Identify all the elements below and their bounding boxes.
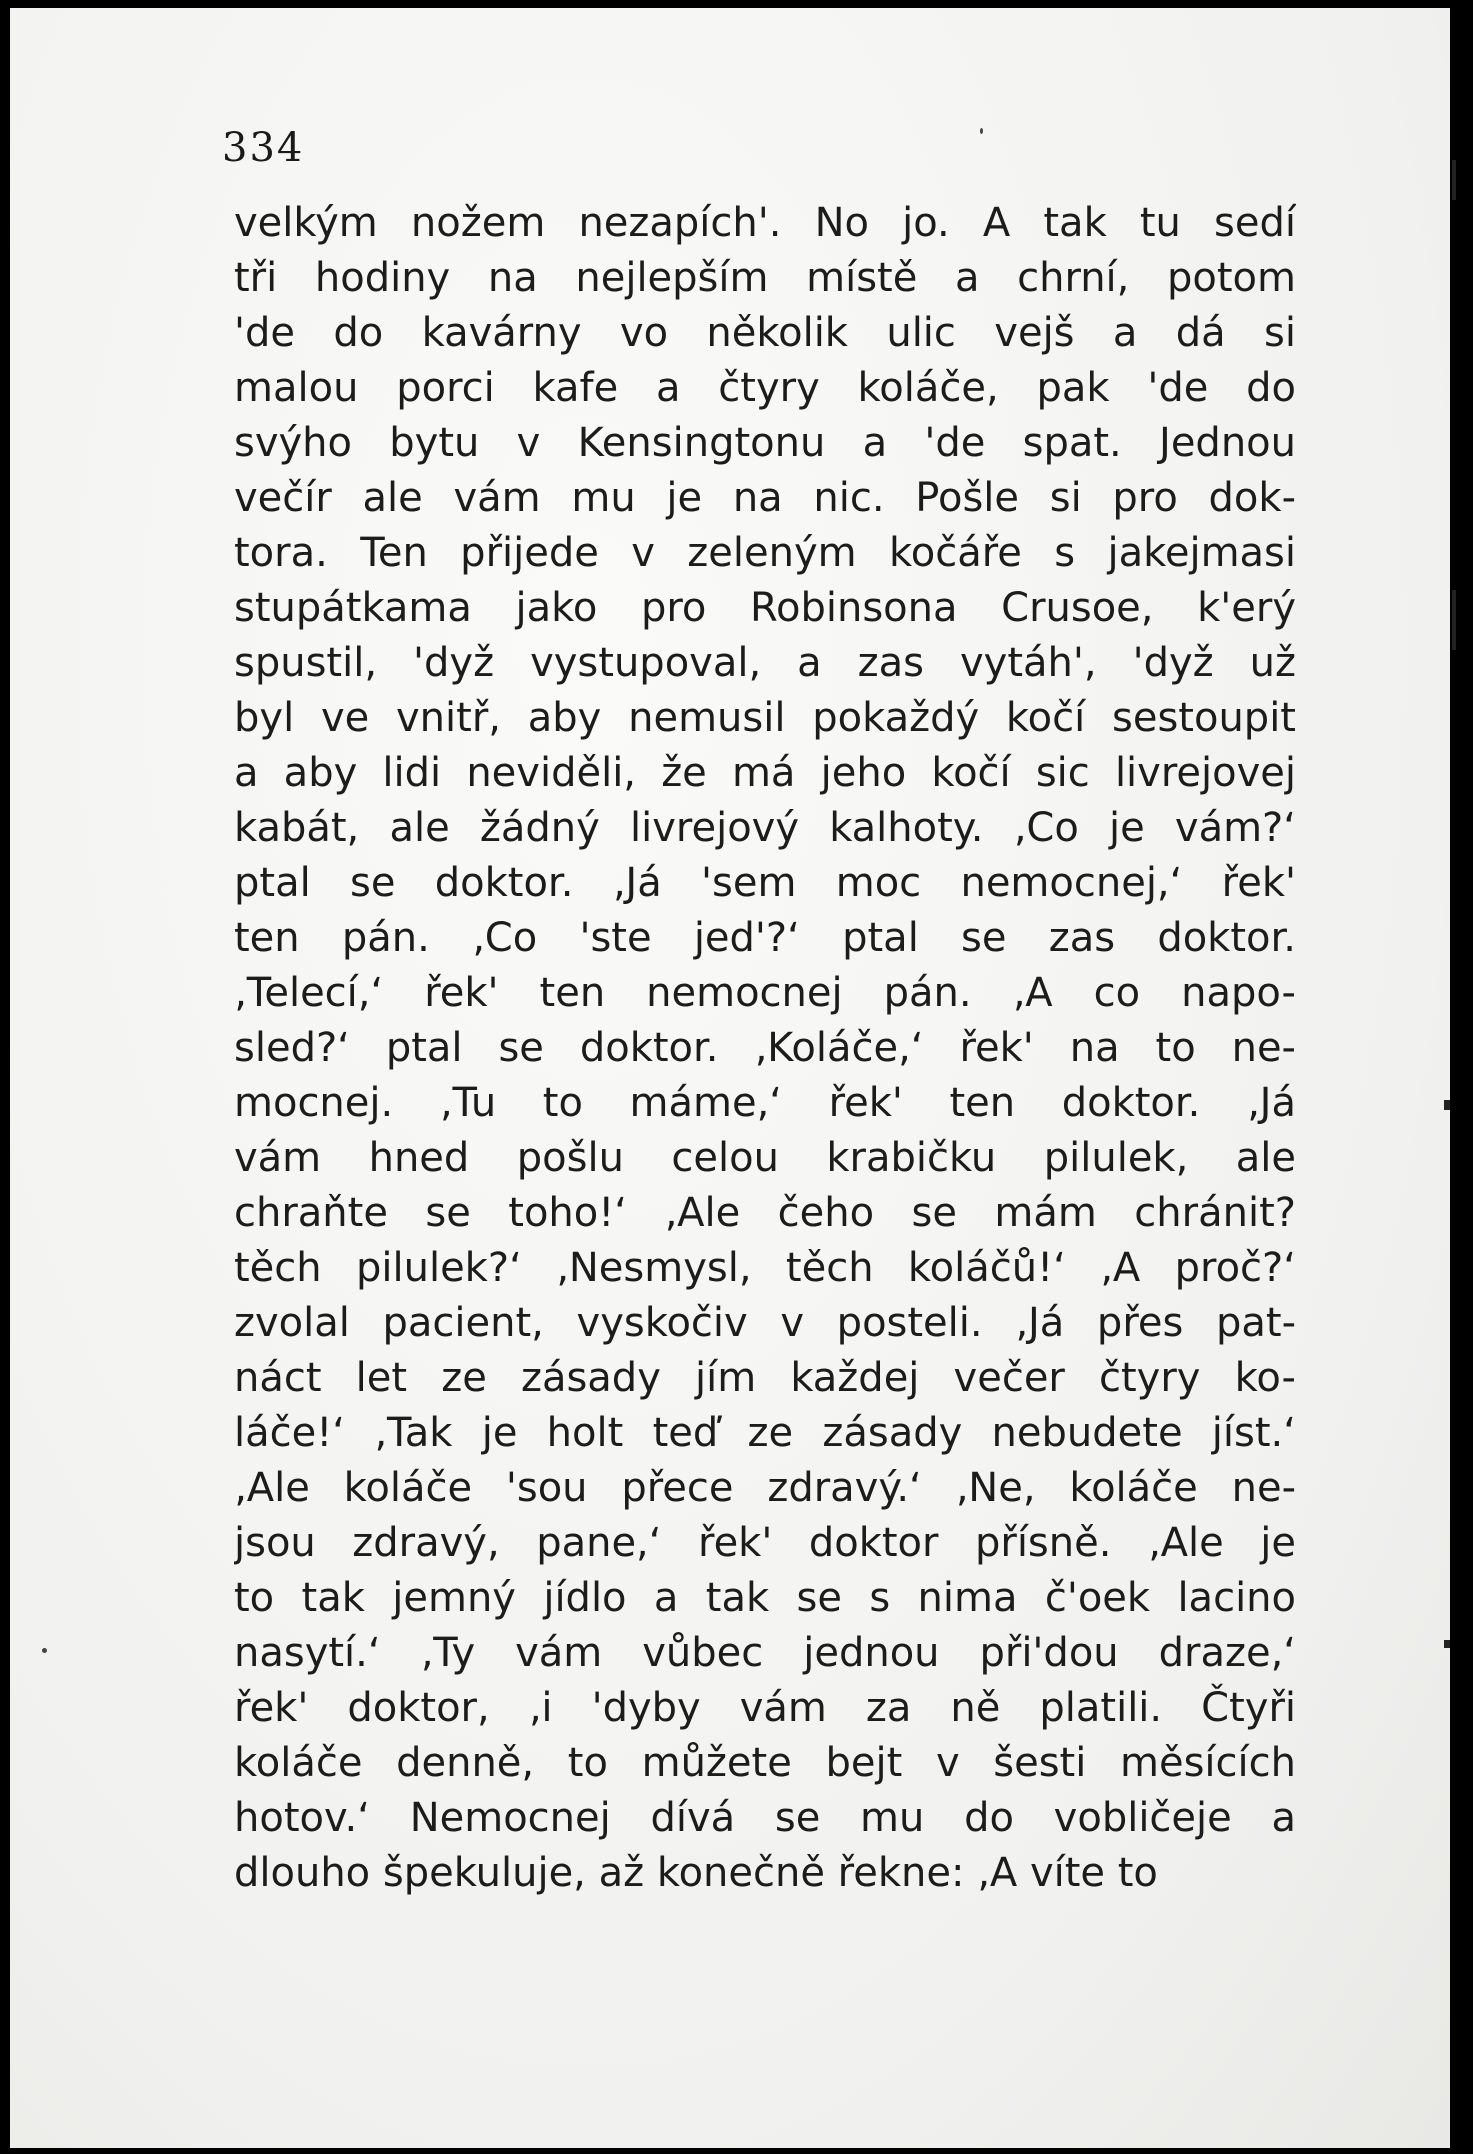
text-line: náct let ze zásady jím každej večer čtyry ko- (234, 1355, 1296, 1401)
text-line: láče!‘ ‚Tak je holt teď ze zásady nebudete jíst.‘ (234, 1410, 1296, 1456)
paper-speck (980, 128, 983, 134)
text-line: ‚Ale koláče 'sou přece zdravý.‘ ‚Ne, koláče ne- (234, 1465, 1296, 1511)
text-line: jsou zdravý, pane,‘ řek' doktor přísně. ‚Ale je (234, 1520, 1296, 1566)
page-number: 334 (222, 125, 305, 171)
text-line: sled?‘ ptal se doktor. ‚Koláče,‘ řek' na to ne- (234, 1025, 1296, 1071)
binding-mark (1444, 1640, 1450, 1648)
text-line: velkým nožem nezapích'. No jo. A tak tu sedí (234, 200, 1296, 246)
text-line: vám hned pošlu celou krabičku pilulek, ale (234, 1135, 1296, 1181)
text-line: řek' doktor, ‚i 'dyby vám za ně platili. Čtyři (234, 1685, 1296, 1731)
text-line: kabát, ale žádný livrejový kalhoty. ‚Co je vám?‘ (234, 805, 1296, 851)
binding-mark (1444, 1100, 1450, 1110)
text-line: hotov.‘ Nemocnej dívá se mu do vobličeje a (234, 1795, 1296, 1841)
text-line: byl ve vnitř, aby nemusil pokaždý kočí sestoupit (234, 695, 1296, 741)
text-line: svýho bytu v Kensingtonu a 'de spat. Jednou (234, 420, 1296, 466)
text-line: spustil, 'dyž vystupoval, a zas vytáh', 'dyž už (234, 640, 1296, 686)
body-text (234, 196, 1296, 1901)
text-line: těch pilulek?‘ ‚Nesmysl, těch koláčů!‘ ‚A proč?‘ (234, 1245, 1296, 1291)
paper-speck (42, 1648, 47, 1653)
text-line: mocnej. ‚Tu to máme,‘ řek' ten doktor. ‚Já (234, 1080, 1296, 1126)
text-line: malou porci kafe a čtyry koláče, pak 'de do (234, 365, 1296, 411)
text-line: večír ale vám mu je na nic. Pošle si pro dok- (234, 475, 1296, 521)
text-line: zvolal pacient, vyskočiv v posteli. ‚Já přes pat- (234, 1300, 1296, 1346)
binding-mark (1452, 160, 1456, 200)
text-line: chraňte se toho!‘ ‚Ale čeho se mám chránit? (234, 1190, 1296, 1236)
text-line: ‚Telecí,‘ řek' ten nemocnej pán. ‚A co napo- (234, 970, 1296, 1016)
text-line: 'de do kavárny vo několik ulic vejš a dá si (234, 310, 1296, 356)
text-line: tři hodiny na nejlepším místě a chrní, potom (234, 255, 1296, 301)
text-line: koláče denně, to můžete bejt v šesti měsících (234, 1740, 1296, 1786)
binding-mark (1452, 590, 1456, 650)
text-line: a aby lidi neviděli, že má jeho kočí sic livrejovej (234, 750, 1296, 796)
page-edge-shadow (1450, 0, 1473, 2154)
text-line: ptal se doktor. ‚Já 'sem moc nemocnej,‘ řek' (234, 860, 1296, 906)
text-line: to tak jemný jídlo a tak se s nima č'oek lacino (234, 1575, 1296, 1621)
text-line: ten pán. ‚Co 'ste jed'?‘ ptal se zas doktor. (234, 915, 1296, 961)
text-line: tora. Ten přijede v zeleným kočáře s jakejmasi (234, 530, 1296, 576)
text-line: dlouho špekuluje, až konečně řekne: ‚A víte to (234, 1850, 1158, 1896)
text-line: stupátkama jako pro Robinsona Crusoe, k'erý (234, 585, 1296, 631)
text-line: nasytí.‘ ‚Ty vám vůbec jednou při'dou draze,‘ (234, 1630, 1296, 1676)
